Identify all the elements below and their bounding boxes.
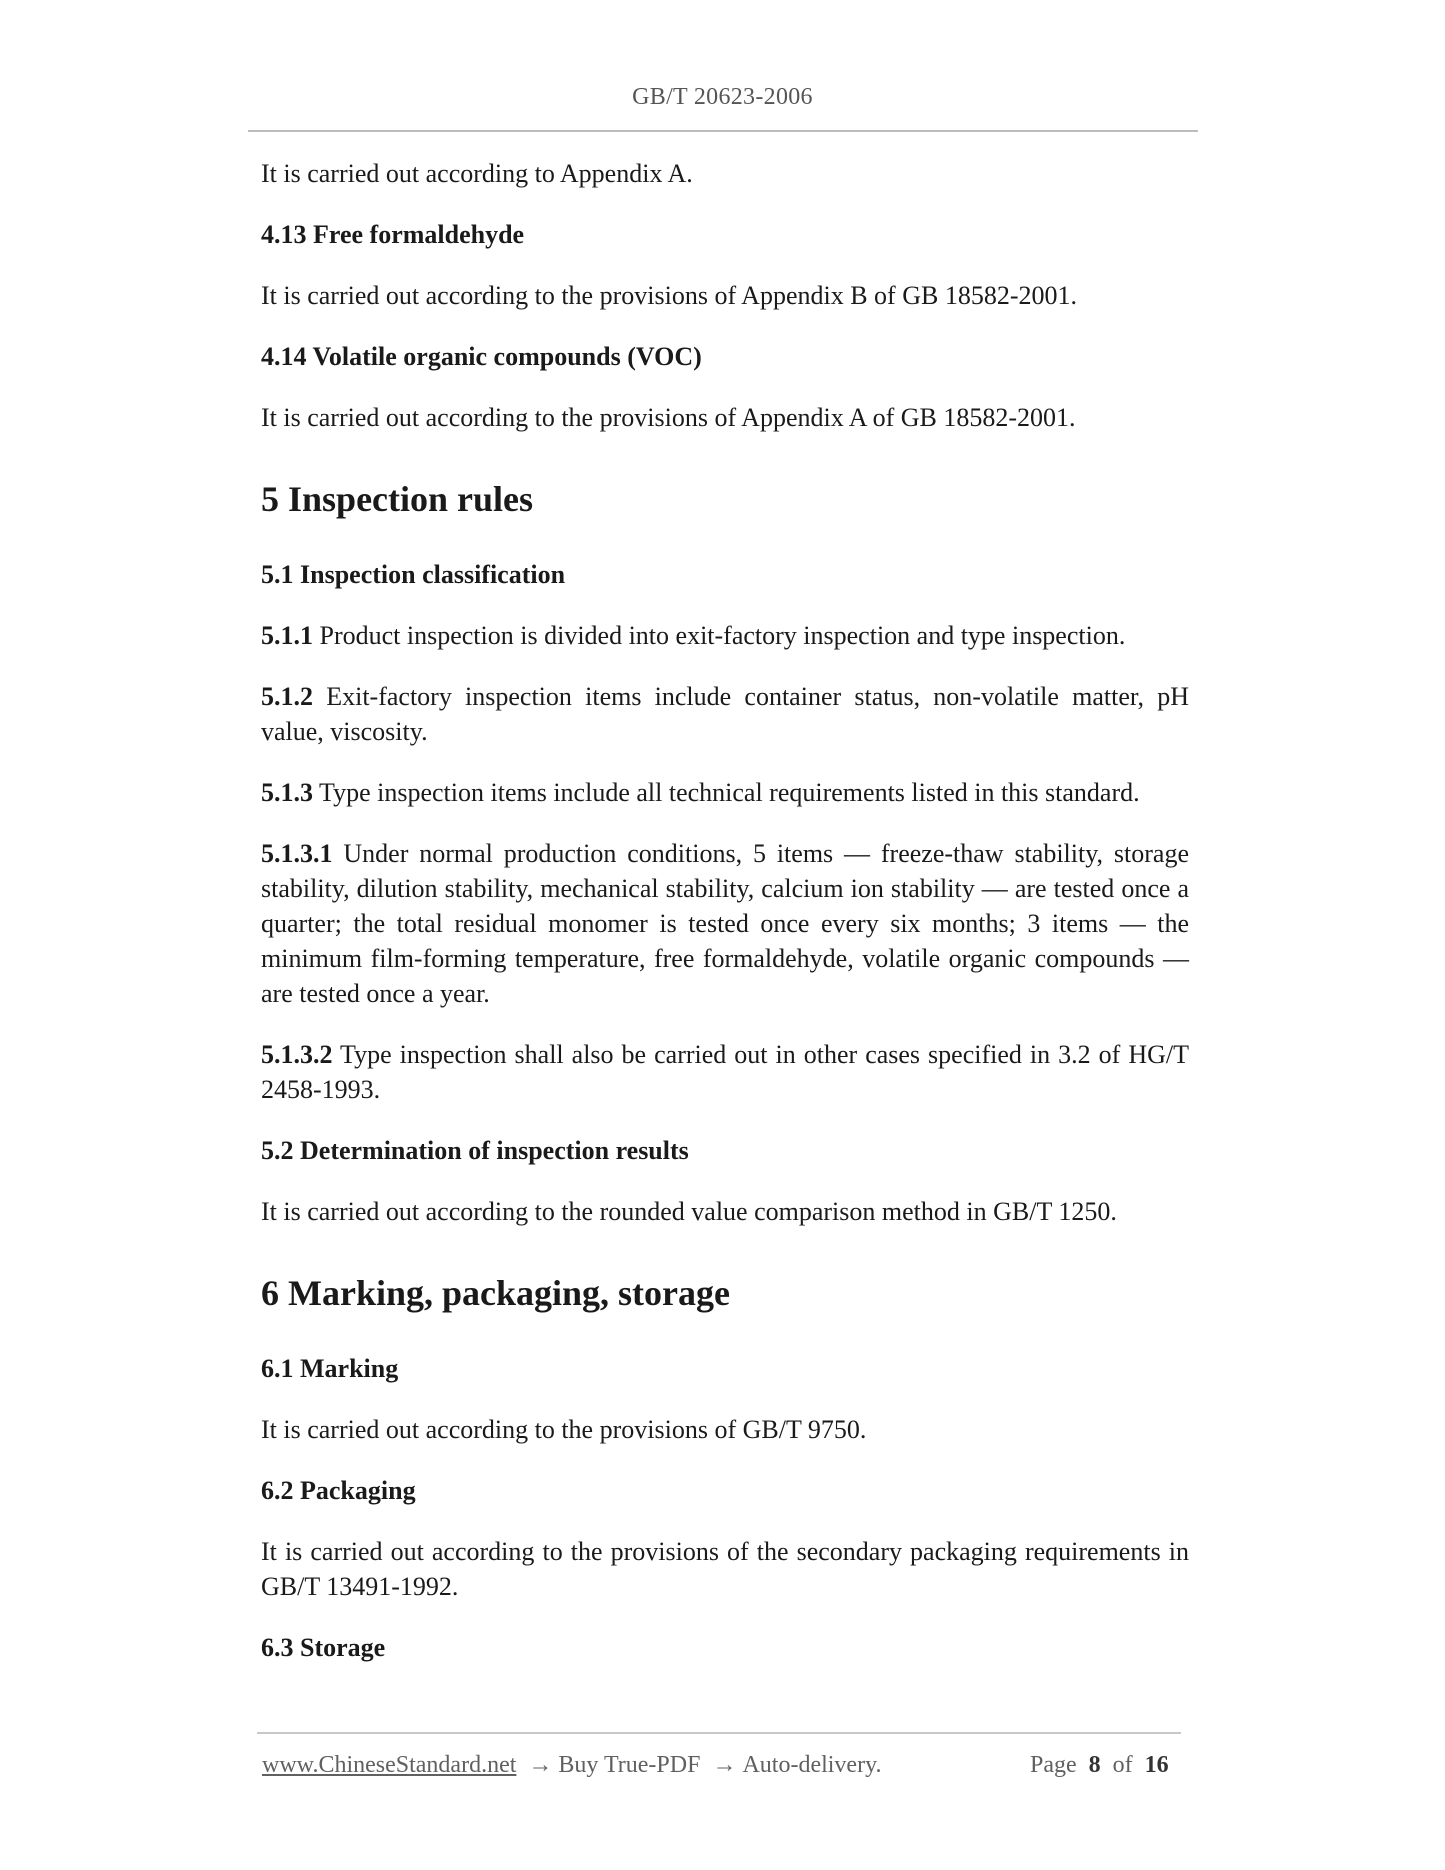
arrow-right-icon: →: [528, 1752, 553, 1778]
section-5-heading: 5 Inspection rules: [261, 479, 534, 519]
section-6-heading: 6 Marking, packaging, storage: [261, 1273, 731, 1313]
arrow-right-icon: →: [712, 1752, 737, 1778]
website-link[interactable]: www.ChineseStandard.net: [262, 1752, 517, 1778]
clause-5-1-3-1: [261, 836, 1189, 1011]
buy-true-pdf-text: Buy True-PDF: [558, 1752, 701, 1778]
section-4-13-heading: 4.13 Free formaldehyde: [261, 220, 525, 249]
clause-5-1-3: [261, 775, 1189, 810]
section-5-2-heading: 5.2 Determination of inspection results: [261, 1136, 689, 1165]
page-indicator: [1030, 1752, 1175, 1779]
clause-5-1-1-text: Product inspection is divided into exit-factory inspection and type inspection.: [319, 621, 1126, 650]
clause-5-1-3-number: 5.1.3: [261, 778, 313, 807]
auto-delivery-text: Auto-delivery.: [742, 1752, 882, 1778]
section-5-1-heading: 5.1 Inspection classification: [261, 560, 566, 589]
section-5-2-text: It is carried out according to the rounded value comparison method in GB/T 1250.: [261, 1197, 1117, 1226]
page-total: 16: [1144, 1752, 1169, 1778]
section-6-2-text: It is carried out according to the provisions of the secondary packaging requirements in GB/T 13491-1992.: [261, 1537, 1189, 1601]
clause-5-1-2-text: Exit-factory inspection items include container status, non-volatile matter, pH value, viscosity.: [261, 682, 1190, 746]
paragraph-appendix-a: It is carried out according to Appendix A.: [261, 159, 693, 188]
clause-5-1-2: [261, 679, 1189, 749]
document-body: [261, 156, 1189, 1691]
section-6-3-heading: 6.3 Storage: [261, 1633, 386, 1662]
footer-promo: [262, 1752, 882, 1779]
clause-5-1-3-1-text: Under normal production conditions, 5 items — freeze-thaw stability, storage stability, dilution stability, mechanical stability, calcium ion stability — are tested once a quarter; the total residual monomer is tested once every six months; 3 items — the minimum film-forming temperature, free formaldehyde, volatile organic compounds — are tested once a year.: [261, 839, 1189, 1008]
section-4-14-heading: 4.14 Volatile organic compounds (VOC): [261, 342, 702, 371]
section-4-13-text: It is carried out according to the provisions of Appendix B of GB 18582-2001.: [261, 281, 1077, 310]
footer-divider: [257, 1732, 1181, 1734]
clause-5-1-3-1-number: 5.1.3.1: [261, 839, 333, 868]
of-label: of: [1112, 1752, 1133, 1778]
clause-5-1-2-number: 5.1.2: [261, 682, 313, 711]
header-divider: [248, 130, 1198, 132]
clause-5-1-1: [261, 618, 1189, 653]
section-6-1-text: It is carried out according to the provisions of GB/T 9750.: [261, 1415, 867, 1444]
page-label: Page: [1030, 1752, 1077, 1778]
clause-5-1-1-number: 5.1.1: [261, 621, 313, 650]
section-6-2-heading: 6.2 Packaging: [261, 1476, 416, 1505]
clause-5-1-3-2-text: Type inspection shall also be carried out in other cases specified in 3.2 of HG/T 2458-1993.: [261, 1040, 1189, 1104]
clause-5-1-3-2: [261, 1037, 1189, 1107]
page-number: 8: [1088, 1752, 1101, 1778]
section-6-1-heading: 6.1 Marking: [261, 1354, 399, 1383]
page-header-title: GB/T 20623-2006: [632, 84, 813, 110]
section-4-14-text: It is carried out according to the provisions of Appendix A of GB 18582-2001.: [261, 403, 1076, 432]
clause-5-1-3-text: Type inspection items include all technical requirements listed in this standard.: [319, 778, 1140, 807]
clause-5-1-3-2-number: 5.1.3.2: [261, 1040, 333, 1069]
